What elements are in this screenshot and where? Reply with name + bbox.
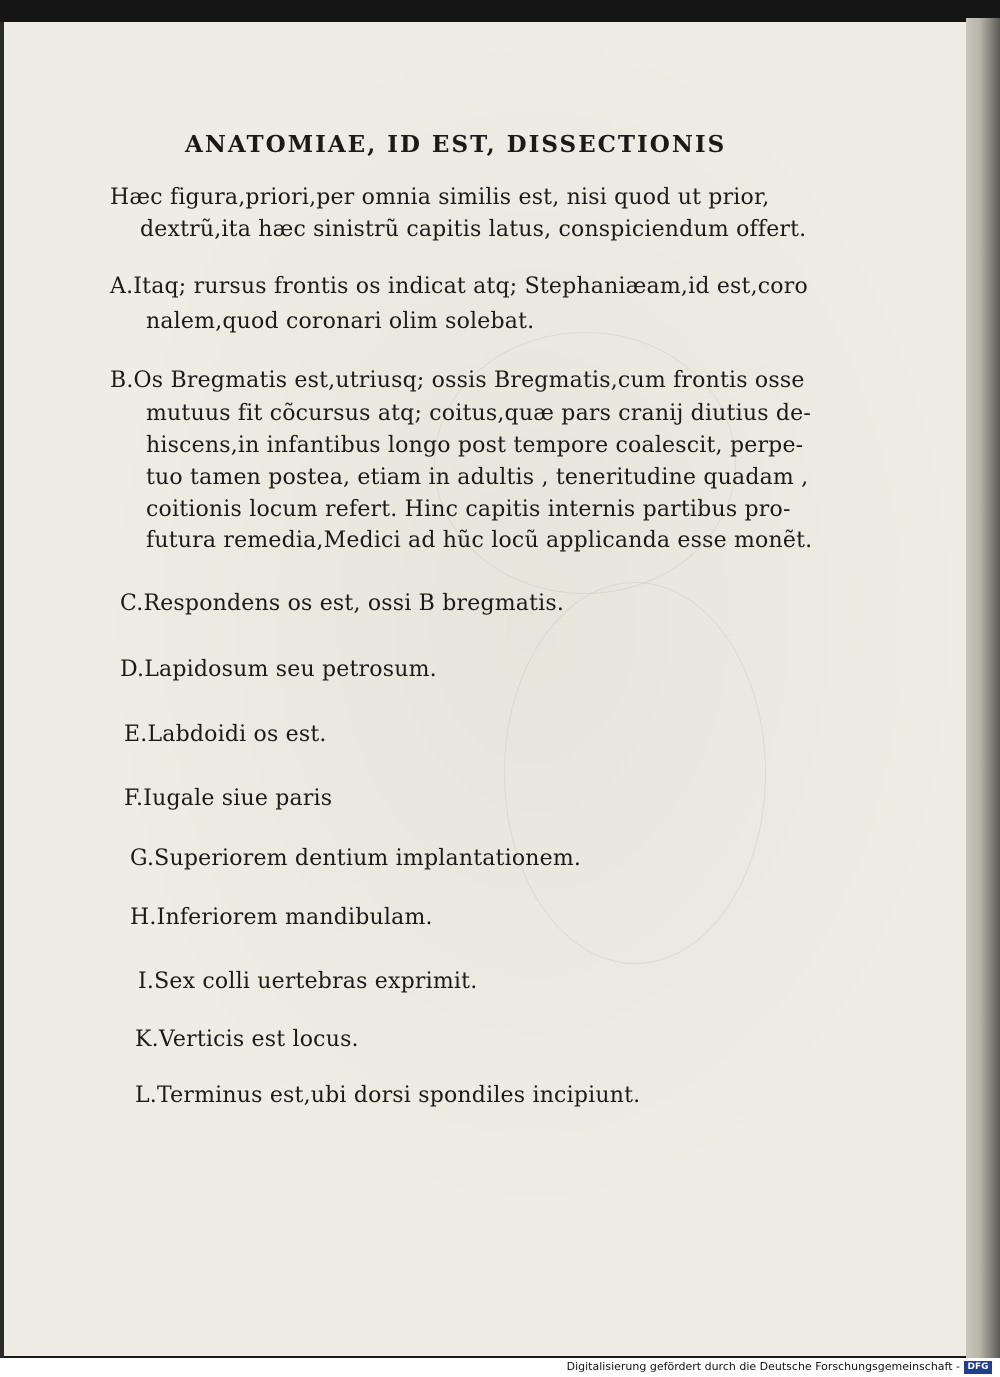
- show-through-illustration: [504, 582, 766, 964]
- intro-line: dextrũ,ita hæc sinistrũ capitis latus, conspiciendum offert.: [140, 217, 807, 242]
- intro-line: Hæc figura,priori,per omnia similis est, nisi quod ut prior,: [110, 185, 770, 210]
- entry-l: L.Terminus est,ubi dorsi spondiles incipiunt.: [135, 1083, 641, 1108]
- entry-b-line: mutuus fit cõcursus atq; coitus,quæ pars cranij diutius de-: [146, 401, 812, 426]
- entry-d: D.Lapidosum seu petrosum.: [120, 657, 437, 682]
- entry-f: F.Iugale siue paris: [124, 786, 333, 811]
- entry-e: E.Labdoidi os est.: [124, 722, 327, 747]
- entry-i: I.Sex colli uertebras exprimit.: [138, 969, 478, 994]
- entry-h: H.Inferiorem mandibulam.: [130, 905, 433, 930]
- entry-b-line: B.Os Bregmatis est,utriusq; ossis Bregmatis,cum frontis osse: [110, 368, 805, 393]
- entry-c: C.Respondens os est, ossi B bregmatis.: [120, 591, 565, 616]
- entry-g: G.Superiorem dentium implantationem.: [130, 846, 582, 871]
- scan-top-border: [0, 0, 1000, 22]
- footer-credit: Digitalisierung gefördert durch die Deutsche Forschungsgemeinschaft -: [566, 1360, 960, 1373]
- entry-b-line: coitionis locum refert. Hinc capitis internis partibus pro-: [146, 497, 791, 522]
- page-edge-shadow: [966, 18, 1000, 1358]
- entry-b-line: hiscens,in infantibus longo post tempore coalescit, perpe-: [146, 433, 804, 458]
- entry-a-line: nalem,quod coronari olim solebat.: [146, 309, 535, 334]
- dfg-logo: DFG: [964, 1361, 992, 1374]
- footer-bar: [0, 1358, 1000, 1377]
- page-heading: ANATOMIAE, ID EST, DISSECTIONIS: [185, 131, 727, 158]
- entry-a-line: A.Itaq; rursus frontis os indicat atq; Stephaniæam,id est,coro: [110, 274, 808, 299]
- entry-b-line: futura remedia,Medici ad hũc locũ applicanda esse monẽt.: [146, 528, 813, 553]
- entry-k: K.Verticis est locus.: [135, 1027, 359, 1052]
- entry-b-line: tuo tamen postea, etiam in adultis , teneritudine quadam ,: [146, 465, 809, 490]
